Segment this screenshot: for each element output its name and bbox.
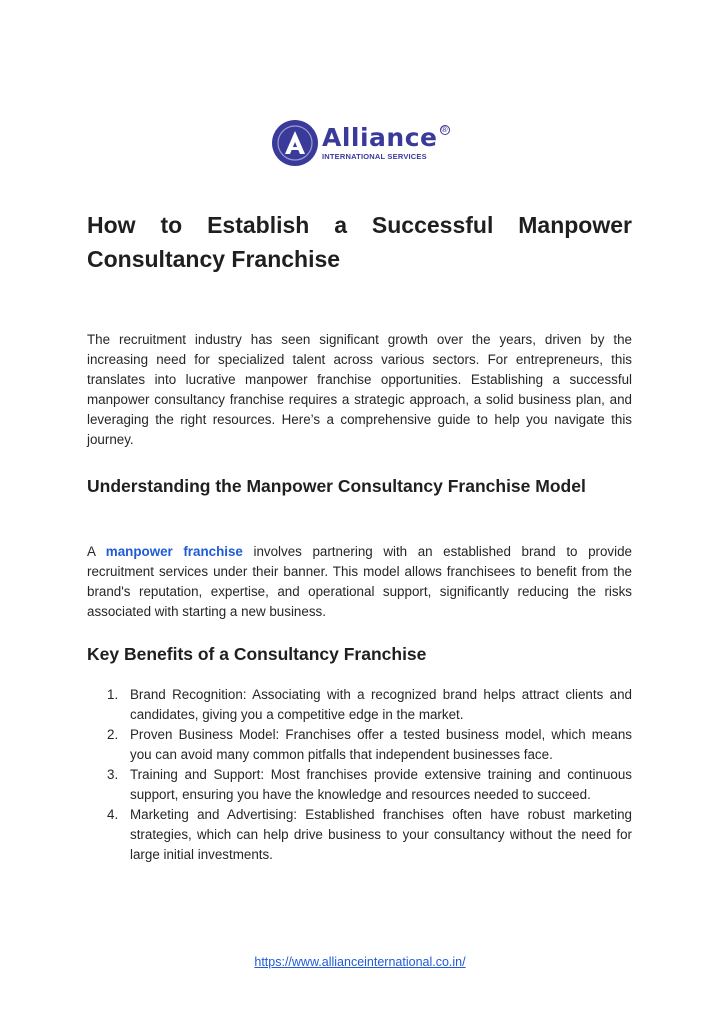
alliance-a-icon [272,120,318,166]
list-item-text: Marketing and Advertising: Established franchises often have robust marketing strategies, which can help drive business to your consultancy without the need for large initial investments. [130,807,632,862]
list-item [87,765,632,805]
footer-website-link[interactable]: https://www.allianceinternational.co.in/ [254,955,466,969]
model-paragraph [87,542,632,622]
list-item [87,805,632,865]
model-body: involves partnering with an established brand to provide recruitment services under their banner. This model allows franchisees to benefit from the brand's reputation, expertise, and operational support, significantly reducing the risks associated with starting a new business. [87,544,632,619]
list-item-number: 3. [107,767,119,782]
list-item-text: Brand Recognition: Associating with a recognized brand helps attract clients and candidates, giving you a competitive edge in the market. [130,687,632,722]
section-heading-benefits: Key Benefits of a Consultancy Franchise [87,644,427,664]
company-logo [272,117,452,169]
benefits-list [87,685,632,865]
registered-mark: ® [440,125,449,134]
page-footer [0,955,720,969]
list-item [87,725,632,765]
list-item-text: Training and Support: Most franchises provide extensive training and continuous support, ensuring you have the knowledge and resources needed to succeed. [130,767,632,802]
intro-paragraph: The recruitment industry has seen significant growth over the years, driven by the increasing need for specialized talent across various sectors. For entrepreneurs, this translates into lucrative manpower franchise opportunities. Establishing a successful manpower consultancy franchise requires a strategic approach, a solid business plan, and leveraging the right resources. Here’s a comprehensive guide to help you navigate this journey. [87,332,632,447]
logo-name-text: Alliance [322,123,438,152]
logo-text [322,123,449,161]
page-title: How to Establish a Successful Manpower Consultancy Franchise [87,212,632,272]
list-item-number: 1. [107,687,119,702]
logo-subtitle: INTERNATIONAL SERVICES [322,152,427,161]
list-item-text: Proven Business Model: Franchises offer a tested business model, which means you can avoid many common pitfalls that independent businesses face. [130,727,632,762]
list-item [87,685,632,725]
logo-name [322,123,449,152]
manpower-franchise-link[interactable]: manpower franchise [105,544,243,559]
list-item-number: 4. [107,807,119,822]
model-lead: A [87,544,96,559]
section-heading-model: Understanding the Manpower Consultancy Franchise Model [87,476,586,496]
list-item-number: 2. [107,727,119,742]
